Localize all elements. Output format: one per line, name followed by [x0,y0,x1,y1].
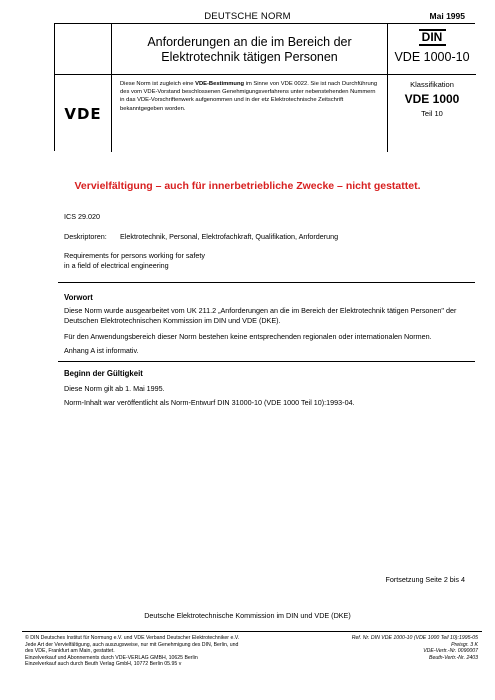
footer-right-line-4: Beuth-Vertr.-Nr. 2403 [428,654,478,661]
document-title [111,24,387,75]
footer-left-line-4: Einzelverkauf und Abonnements durch VDE-VERLAG GMBH, 10625 Berlin [25,654,198,661]
title-line-1: Anforderungen an die im Bereich der [147,34,352,49]
description-pre: Diese Norm ist zugleich eine [120,81,196,87]
vde-logo-cell [55,75,111,152]
footer-copyright [25,635,325,668]
vorwort-paragraph-2: Für den Anwendungsbereich dieser Norm bestehen keine entsprechenden regionalen oder internationalen Normen. [64,332,432,341]
vorwort-heading: Vorwort [64,293,93,302]
beginn-heading: Beginn der Gültigkeit [64,369,143,378]
copy-warning: Vervielfältigung – auch für innerbetriebliche Zwecke – nicht gestattet. [74,180,421,192]
vde-description [111,75,387,152]
title-line-2: Elektrotechnik tätigen Personen [161,49,338,64]
divider [58,282,475,283]
header-row-title [55,24,476,75]
footer-right-line-3: VDE-Vertr.-Nr. 0090007 [423,648,478,655]
document-type-label: DEUTSCHE NORM [204,11,291,22]
footer-right-line-1: Ref. Nr. DIN VDE 1000-10 (VDE 1000 Teil 10):1995-05 [351,635,478,641]
continuation-note: Fortsetzung Seite 2 bis 4 [385,575,465,584]
footer-left-line-5: Einzelverkauf auch durch Beuth Verlag GmbH, 10772 Berlin 05.95 v [25,661,182,668]
ics-code: ICS 29.020 [64,212,100,221]
din-logo: DIN [419,29,446,46]
footer-divider [22,631,482,632]
divider [58,361,475,362]
din-number: VDE 1000-10 [394,50,470,64]
klassifikation-cell [387,75,476,152]
footer-left-line-3: des VDE, Frankfurt am Main, gestattet. [25,648,115,655]
kommission-line: Deutsche Elektrotechnische Kommission im DIN und VDE (DKE) [144,611,351,620]
vde-logo: VDE [64,104,102,123]
english-title-line-2: in a field of electrical engineering [64,260,169,270]
klassifikation-teil: Teil 10 [421,109,443,118]
english-title [64,251,424,270]
vorwort-paragraph-1: Diese Norm wurde ausgearbeitet vom UK 211.2 „Anforderungen an die im Bereich der Elektrotechnik tätigen Personen" der Deutschen Elektrotechnischen Kommission im DIN und VDE (DKE). [64,306,457,325]
description-post: im Sinne von VDE 0022. Sie ist nach Durchführung des vom VDE-Vorstand beschlossenen Genehmigungsverfahrens unter nebenstehenden Nummern in das VDE-Vorschriftenwerk aufgenommen und in der etz Elektrotechnische Zeitschrift bekanntgegeben worden. [120,81,378,112]
din-cell [387,24,476,75]
footer-right-line-2: Preisgr. 3 K [451,641,478,648]
footer-left-line-2: Jede Art der Vervielfältigung, auch auszugsweise, nur mit Genehmigung des DIN, Berlin, und [25,641,239,648]
deskriptoren-value: Elektrotechnik, Personal, Elektrofachkraft, Qualifikation, Anforderung [120,232,339,241]
publication-date: Mai 1995 [429,11,465,21]
beginn-paragraph-2: Norm-Inhalt war veröffentlicht als Norm-Entwurf DIN 31000-10 (VDE 1000 Teil 10):1993-04. [64,398,355,407]
deskriptoren [64,232,338,242]
english-title-line-1: Requirements for persons working for safety [64,251,206,260]
description-bold: VDE-Bestimmung [195,81,245,87]
klassifikation-label: Klassifikation [410,80,454,89]
header-table [54,23,475,151]
footer-reference [328,635,478,661]
vorwort-paragraph-3: Anhang A ist informativ. [64,346,139,355]
klassifikation-number: VDE 1000 [404,92,460,106]
deskriptoren-label: Deskriptoren: [64,232,107,241]
beginn-paragraph-1: Diese Norm gilt ab 1. Mai 1995. [64,384,165,393]
footer-left-line-1: © DIN Deutsches Institut für Normung e.V. und VDE Verband Deutscher Elektrotechniker e.V. [25,635,240,641]
